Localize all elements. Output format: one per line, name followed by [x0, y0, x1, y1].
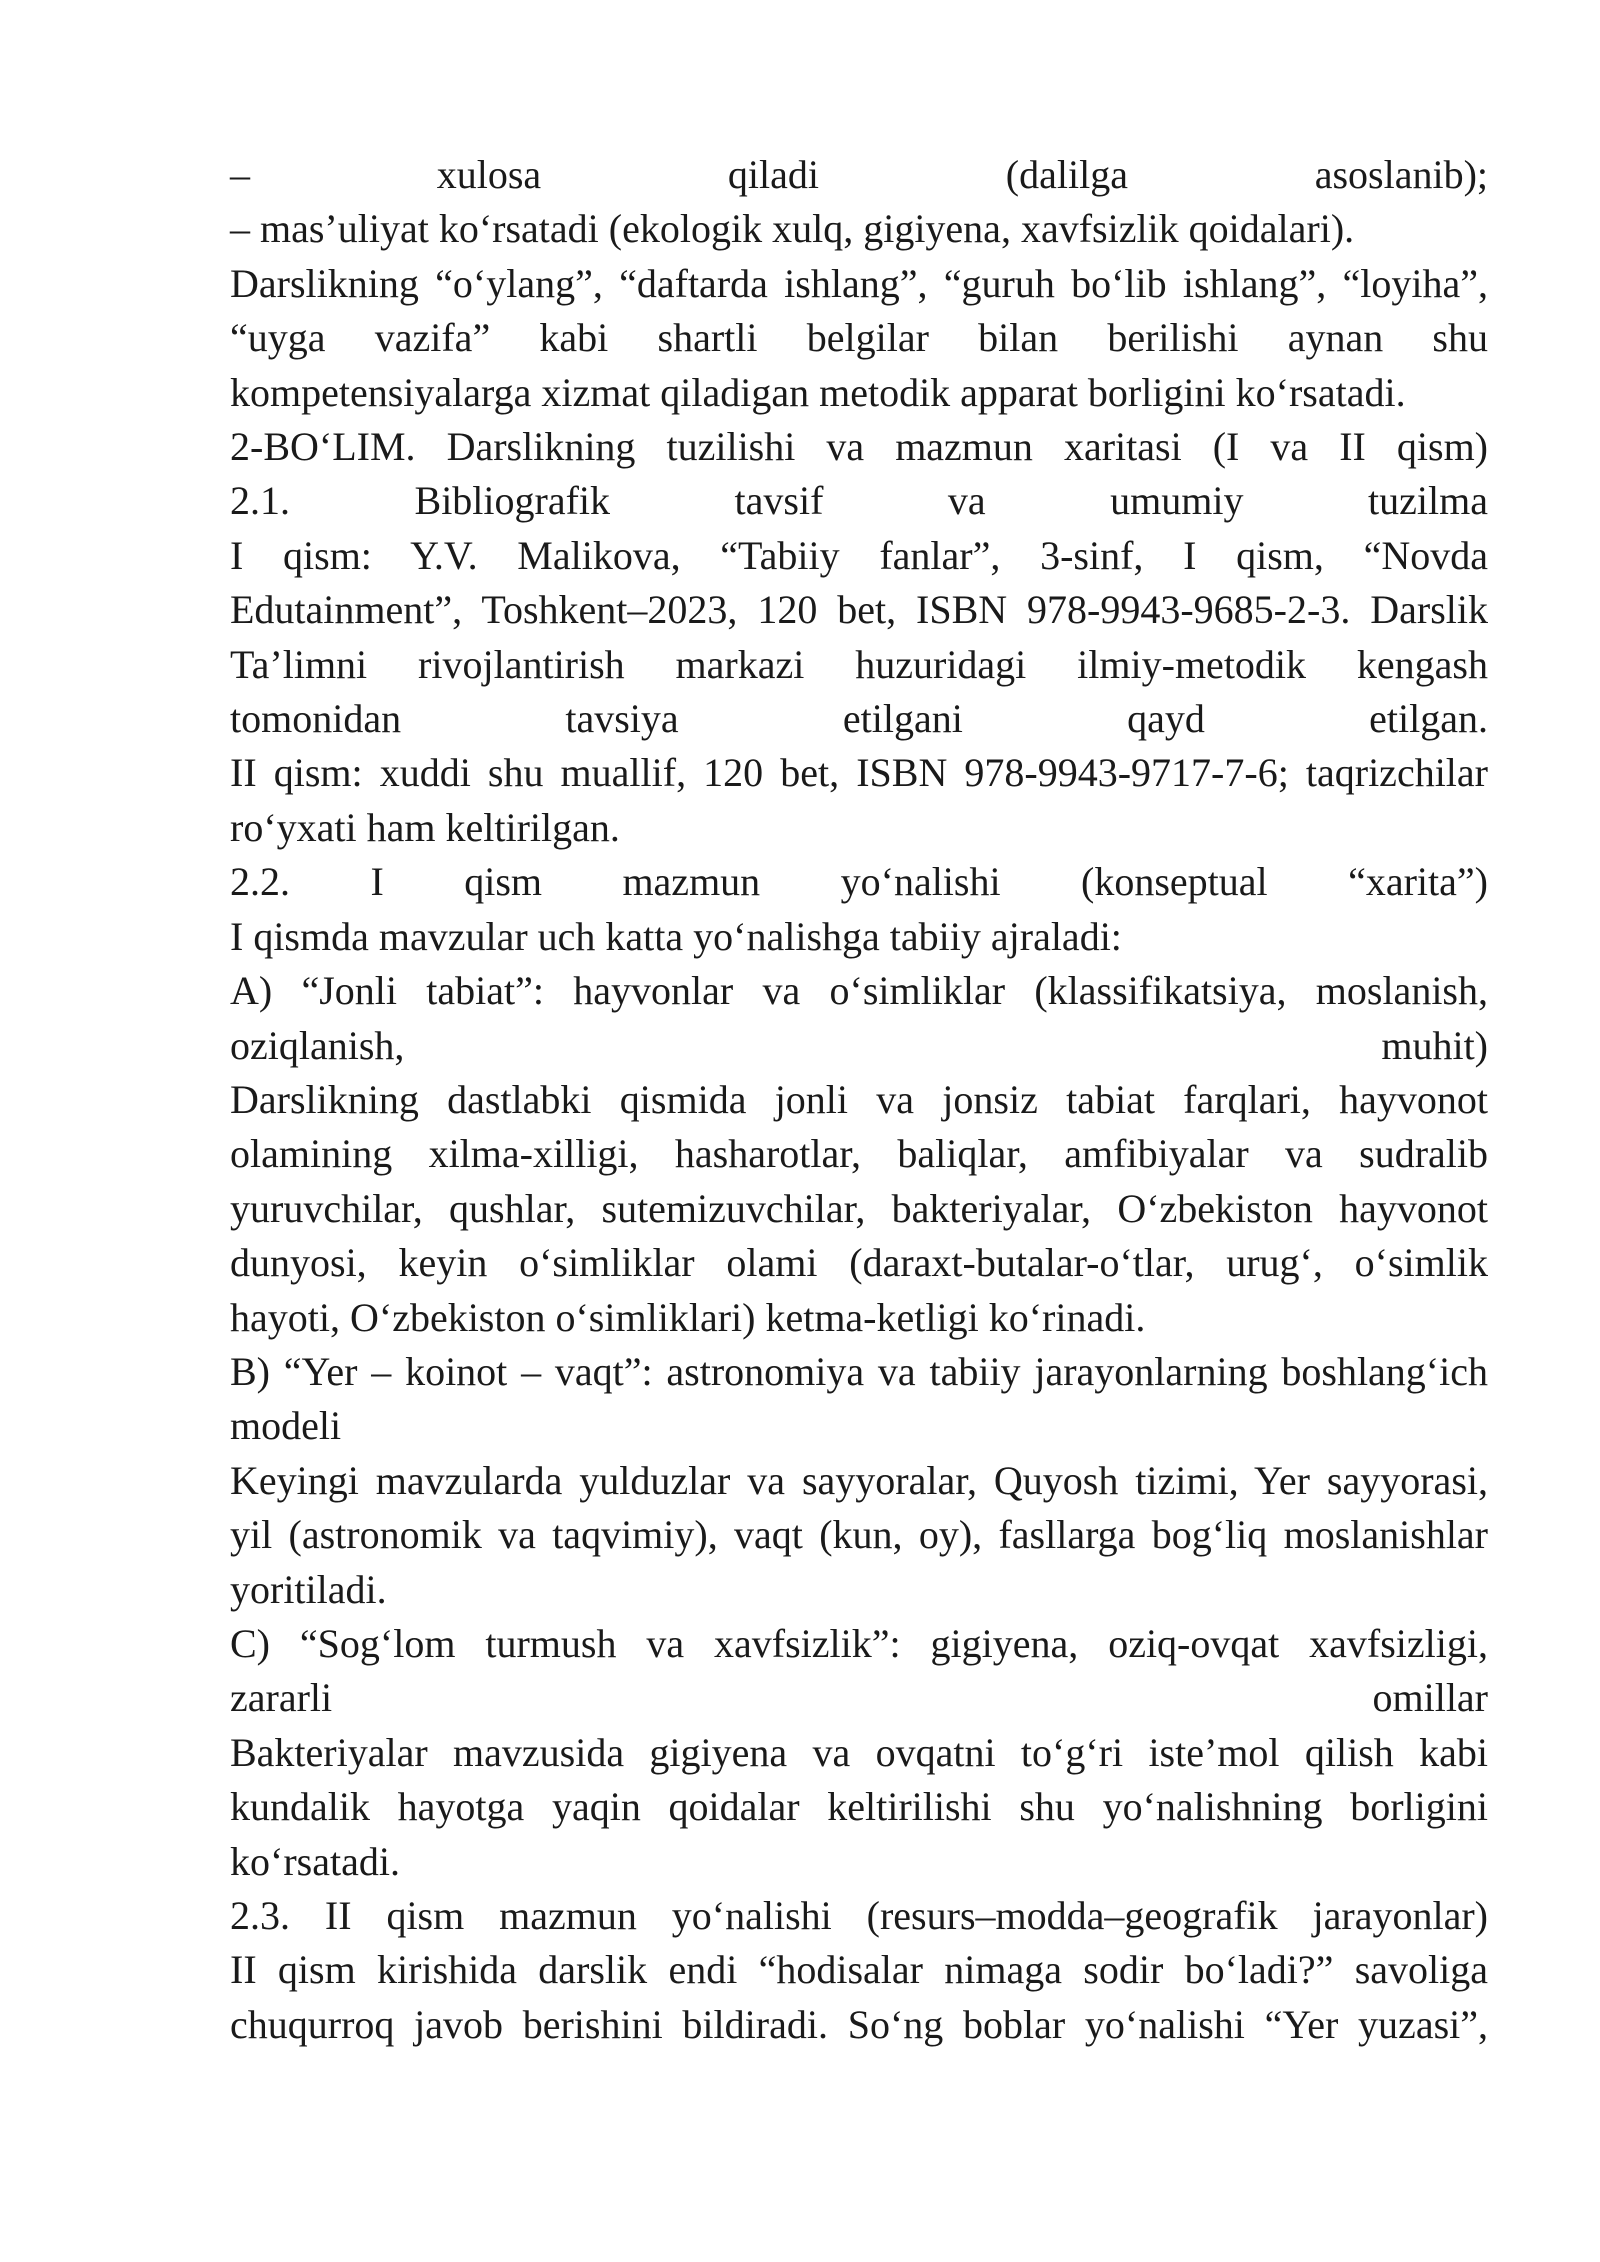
text-line: 2.1. Bibliografik tavsif va umumiy tuzilma	[230, 478, 1488, 524]
text-line: A) “Jonli tabiat”: hayvonlar va o‘simliklar (klassifikatsiya, moslanish,	[230, 968, 1488, 1014]
text-line: II qism: xuddi shu muallif, 120 bet, ISBN 978-9943-9717-7-6; taqrizchilar	[230, 750, 1488, 796]
text-line: modeli	[230, 1403, 342, 1449]
text-line: hayoti, O‘zbekiston o‘simliklari) ketma-ketligi ko‘rinadi.	[230, 1294, 1146, 1340]
text-line: chuqurroq javob berishini bildiradi. So‘ng boblar yo‘nalishi “Yer yuzasi”,	[230, 2001, 1488, 2047]
text-line: olamining xilma-xilligi, hasharotlar, baliqlar, amfibiyalar va sudralib	[230, 1131, 1488, 1177]
text-line: ko‘rsatadi.	[230, 1838, 400, 1884]
text-line: oziqlanish, muhit)	[230, 1022, 1488, 1068]
text-line: II qism kirishida darslik endi “hodisalar nimaga sodir bo‘ladi?” savoliga	[230, 1947, 1488, 1993]
text-line: I qism: Y.V. Malikova, “Tabiiy fanlar”, 3-sinf, I qism, “Novda	[230, 532, 1488, 578]
text-line: Bakteriyalar mavzusida gigiyena va ovqatni to‘g‘ri iste’mol qilish kabi	[230, 1729, 1488, 1775]
text-line: yuruvchilar, qushlar, sutemizuvchilar, bakteriyalar, O‘zbekiston hayvonot	[230, 1185, 1488, 1231]
text-line: “uyga vazifa” kabi shartli belgilar bilan berilishi aynan shu	[230, 315, 1488, 361]
text-line: yoritiladi.	[230, 1566, 387, 1612]
text-line: Keyingi mavzularda yulduzlar va sayyoralar, Quyosh tizimi, Yer sayyorasi,	[230, 1457, 1488, 1503]
text-line: kundalik hayotga yaqin qoidalar keltirilishi shu yo‘nalishning borligini	[230, 1784, 1488, 1830]
text-line: Darslikning “o‘ylang”, “daftarda ishlang”, “guruh bo‘lib ishlang”, “loyiha”,	[230, 260, 1488, 306]
text-line: C) “Sog‘lom turmush va xavfsizlik”: gigiyena, oziq-ovqat xavfsizligi,	[230, 1620, 1488, 1666]
text-line: zararli omillar	[230, 1675, 1488, 1721]
text-line: Edutainment”, Toshkent–2023, 120 bet, ISBN 978-9943-9685-2-3. Darslik	[230, 587, 1488, 633]
text-line: dunyosi, keyin o‘simliklar olami (daraxt-butalar-o‘tlar, urug‘, o‘simlik	[230, 1240, 1488, 1286]
text-line: B) “Yer – koinot – vaqt”: astronomiya va tabiiy jarayonlarning boshlang‘ich	[230, 1348, 1488, 1394]
text-line: 2.2. I qism mazmun yo‘nalishi (konseptual “xarita”)	[230, 859, 1488, 905]
text-line: 2-BO‘LIM. Darslikning tuzilishi va mazmun xaritasi (I va II qism)	[230, 424, 1488, 470]
text-line: tomonidan tavsiya etilgani qayd etilgan.	[230, 696, 1488, 742]
text-line: Darslikning dastlabki qismida jonli va jonsiz tabiat farqlari, hayvonot	[230, 1076, 1488, 1122]
text-line: Ta’limni rivojlantirish markazi huzuridagi ilmiy-metodik kengash	[230, 641, 1488, 687]
text-line: – mas’uliyat ko‘rsatadi (ekologik xulq, gigiyena, xavfsizlik qoidalari).	[230, 206, 1355, 252]
text-line: 2.3. II qism mazmun yo‘nalishi (resurs–modda–geografik jarayonlar)	[230, 1893, 1488, 1938]
text-line: ro‘yxati ham keltirilgan.	[230, 804, 620, 850]
text-line: yil (astronomik va taqvimiy), vaqt (kun, oy), fasllarga bog‘liq moslanishlar	[230, 1512, 1488, 1558]
text-line: – xulosa qiladi (dalilga asoslanib);	[230, 152, 1488, 197]
text-line: kompetensiyalarga xizmat qiladigan metodik apparat borligini ko‘rsatadi.	[230, 369, 1406, 415]
text-line: I qismda mavzular uch katta yo‘nalishga tabiiy ajraladi:	[230, 913, 1122, 959]
document-page	[230, 148, 1488, 2052]
